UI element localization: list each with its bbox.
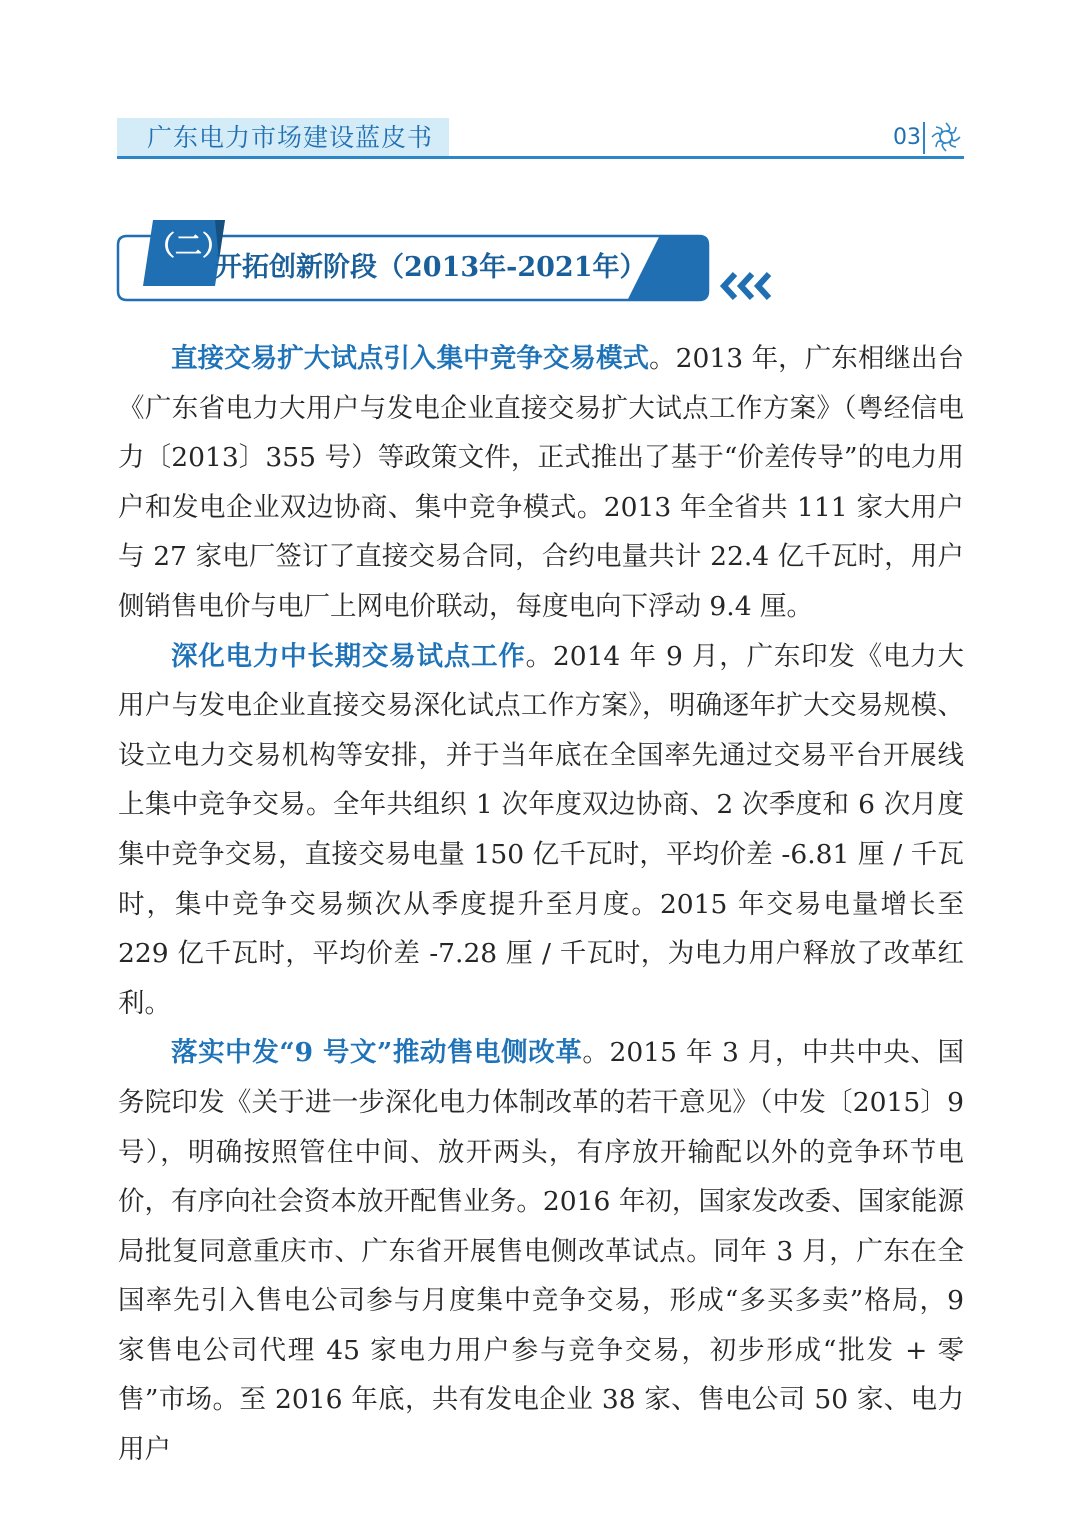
paragraph-lead: 落实中发“9 号文”推动售电侧改革 <box>171 1037 583 1069</box>
paragraph-direct-trading <box>118 334 964 632</box>
paragraph-text: 。2015 年 3 月，中共中央、国务院印发《关于进一步深化电力体制改革的若干意见》（中发〔2015〕9 号），明确按照管住中间、放开两头，有序放开输配以外的竞争环节电价，有序向社会资本放开配售业务。2016 年初，国家发改委、国家能源局批复同意重庆市、广东省开展售电侧改革试点。同年 3 月，广东在全国率先引入售电公司参与月度集中竞争交易，形成“多买多卖”格局，9 家售电公司代理 45 家电力用户参与竞争交易，初步形成“批发 + 零售”市场。至 2016 年底，共有发电企业 38 家、售电公司 50 家、电力用户 <box>118 1037 964 1466</box>
section-title: 开拓创新阶段（2013年-2021年） <box>215 252 647 283</box>
header-rule <box>117 156 964 159</box>
section-banner <box>115 218 785 306</box>
page-number-separator <box>923 122 925 154</box>
triple-chevron-left-icon <box>719 270 779 302</box>
paragraph-lead: 直接交易扩大试点引入集中竞争交易模式 <box>171 343 650 374</box>
paragraph-text: 。2013 年，广东相继出台《广东省电力大用户与发电企业直接交易扩大试点工作方案》（粤经信电力〔2013〕355 号）等政策文件，正式推出了基于“价差传导”的电力用户和发电企业双边协商、集中竞争模式。2013 年全省共 111 家大用户与 27 家电厂签订了直接交易合同，合约电量共计 22.4 亿千瓦时，用户侧销售电价与电厂上网电价联动，每度电向下浮动 9.4 厘。 <box>118 343 964 622</box>
running-header <box>117 118 964 160</box>
paragraph-text: 。2014 年 9 月，广东印发《电力大用户与发电企业直接交易深化试点工作方案》，明确逐年扩大交易规模、设立电力交易机构等安排，并于当年底在全国率先通过交易平台开展线上集中竞争交易。全年共组织 1 次年度双边协商、2 次季度和 6 次月度集中竞争交易，直接交易电量 150 亿千瓦时，平均价差 -6.81 厘 / 千瓦时，集中竞争交易频次从季度提升至月度。2015 年交易电量增长至 229 亿千瓦时，平均价差 -7.28 厘 / 千瓦时，为电力用户释放了改革红利。 <box>118 640 964 1019</box>
section-number: （二） <box>148 231 229 262</box>
paragraph-lead: 深化电力中长期交易试点工作 <box>171 640 526 672</box>
body-text <box>118 334 964 1475</box>
lotus-swirl-logo-icon <box>929 120 963 154</box>
page-number: 03 <box>893 125 921 150</box>
paragraph-mid-long-term <box>118 632 964 1029</box>
book-title: 广东电力市场建设蓝皮书 <box>147 123 434 152</box>
paragraph-retail-reform <box>118 1028 964 1474</box>
